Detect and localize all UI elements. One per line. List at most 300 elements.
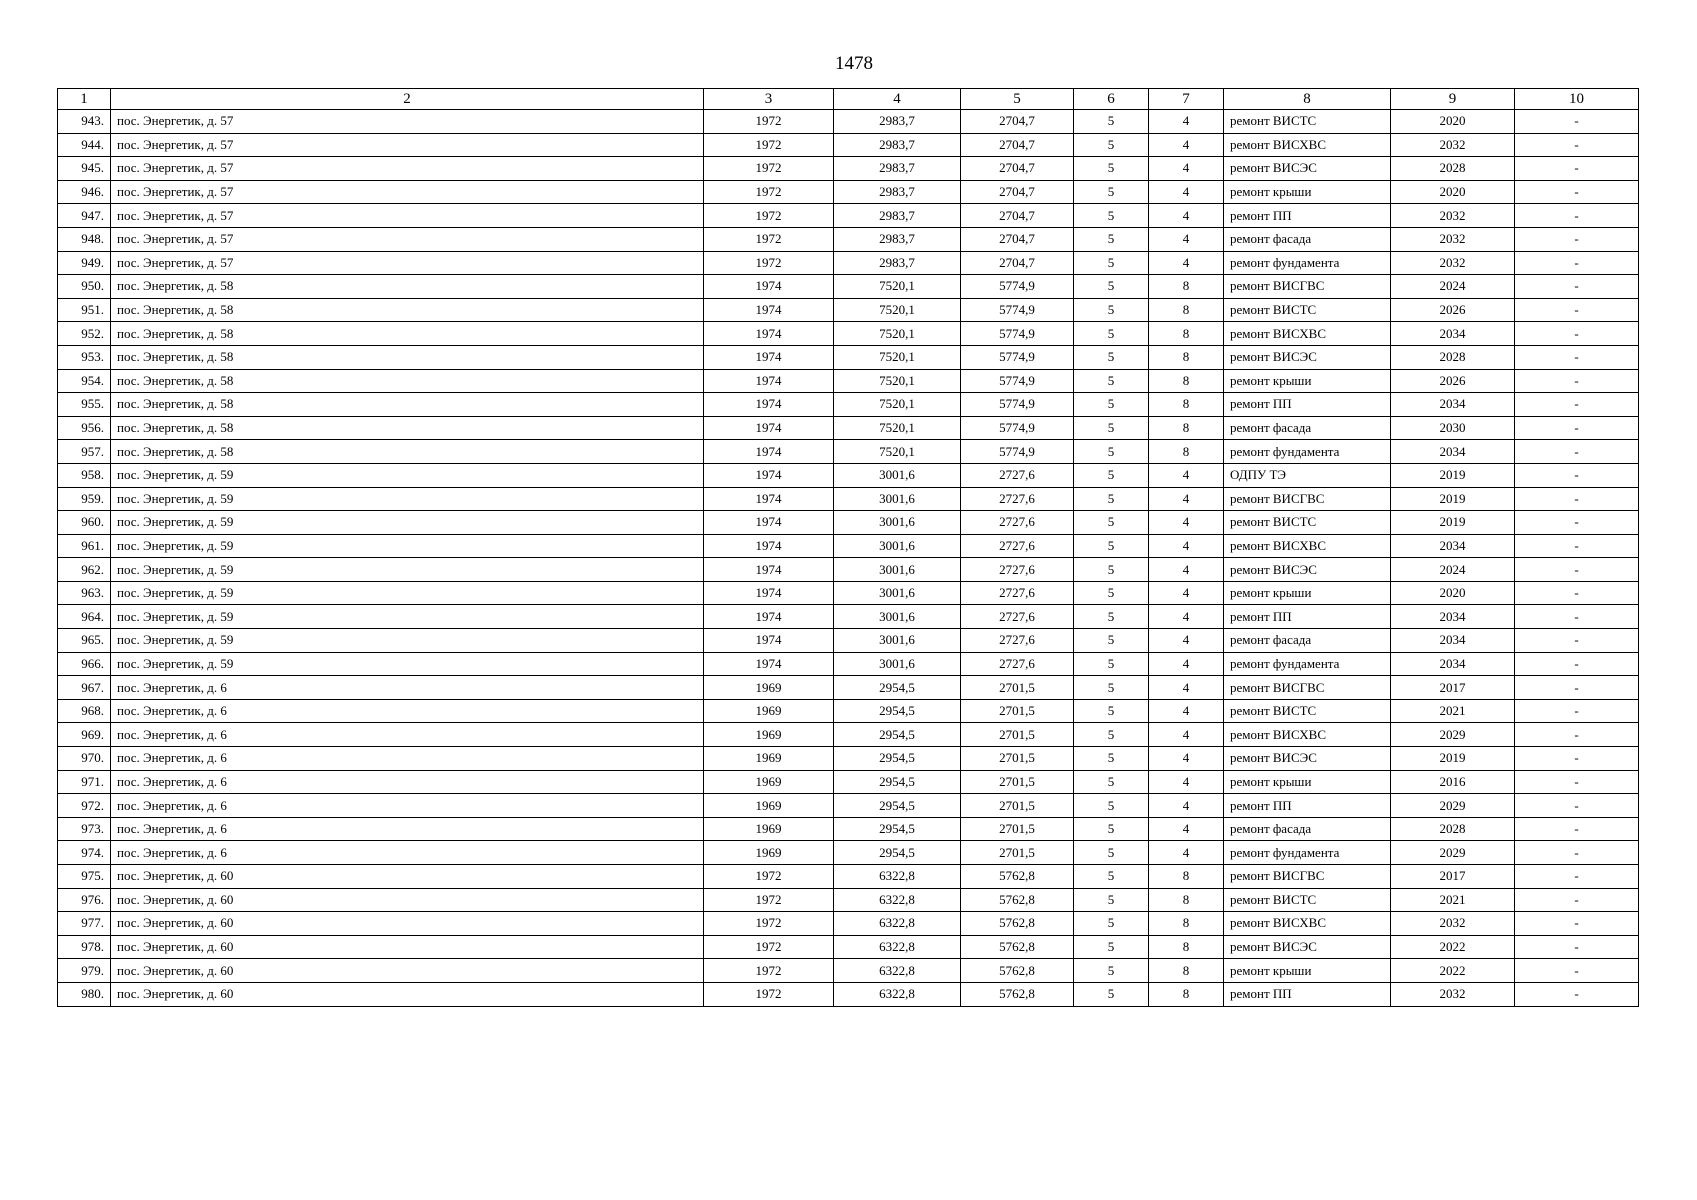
cell-floors: 5	[1074, 511, 1149, 535]
cell-floors: 5	[1074, 676, 1149, 700]
cell-work-type: ОДПУ ТЭ	[1224, 463, 1391, 487]
cell-address: пос. Энергетик, д. 60	[111, 888, 704, 912]
cell-entrances: 4	[1149, 534, 1224, 558]
cell-note: -	[1515, 345, 1639, 369]
table-row	[58, 440, 1639, 464]
cell-living-area: 5762,8	[961, 888, 1074, 912]
table-row	[58, 747, 1639, 771]
cell-planned-year: 2034	[1391, 629, 1515, 653]
cell-row-number: 949.	[58, 251, 111, 275]
table-row	[58, 511, 1639, 535]
cell-build-year: 1972	[704, 959, 834, 983]
cell-build-year: 1972	[704, 227, 834, 251]
cell-row-number: 980.	[58, 982, 111, 1006]
cell-address: пос. Энергетик, д. 58	[111, 440, 704, 464]
cell-floors: 5	[1074, 935, 1149, 959]
cell-entrances: 4	[1149, 511, 1224, 535]
cell-note: -	[1515, 723, 1639, 747]
column-header-9: 9	[1391, 89, 1515, 110]
cell-note: -	[1515, 581, 1639, 605]
cell-work-type: ремонт ПП	[1224, 794, 1391, 818]
cell-work-type: ремонт ВИСГВС	[1224, 275, 1391, 299]
cell-note: -	[1515, 817, 1639, 841]
cell-note: -	[1515, 841, 1639, 865]
column-header-2: 2	[111, 89, 704, 110]
cell-floors: 5	[1074, 322, 1149, 346]
cell-work-type: ремонт ВИСЭС	[1224, 747, 1391, 771]
cell-work-type: ремонт ВИСТС	[1224, 298, 1391, 322]
column-header-8: 8	[1224, 89, 1391, 110]
cell-floors: 5	[1074, 298, 1149, 322]
cell-note: -	[1515, 747, 1639, 771]
cell-entrances: 8	[1149, 440, 1224, 464]
cell-build-year: 1974	[704, 463, 834, 487]
cell-planned-year: 2020	[1391, 180, 1515, 204]
cell-entrances: 8	[1149, 393, 1224, 417]
cell-planned-year: 2020	[1391, 581, 1515, 605]
table-row	[58, 369, 1639, 393]
cell-planned-year: 2029	[1391, 841, 1515, 865]
cell-build-year: 1972	[704, 157, 834, 181]
cell-planned-year: 2022	[1391, 959, 1515, 983]
cell-address: пос. Энергетик, д. 58	[111, 322, 704, 346]
cell-address: пос. Энергетик, д. 57	[111, 180, 704, 204]
cell-row-number: 943.	[58, 110, 111, 134]
table-row	[58, 770, 1639, 794]
cell-work-type: ремонт фасада	[1224, 416, 1391, 440]
cell-entrances: 8	[1149, 912, 1224, 936]
cell-build-year: 1972	[704, 180, 834, 204]
cell-entrances: 8	[1149, 935, 1224, 959]
cell-work-type: ремонт фасада	[1224, 817, 1391, 841]
cell-build-year: 1974	[704, 558, 834, 582]
table-body	[58, 110, 1639, 1007]
cell-living-area: 2727,6	[961, 511, 1074, 535]
cell-planned-year: 2019	[1391, 463, 1515, 487]
cell-planned-year: 2029	[1391, 723, 1515, 747]
cell-note: -	[1515, 416, 1639, 440]
cell-total-area: 7520,1	[834, 275, 961, 299]
cell-build-year: 1974	[704, 345, 834, 369]
cell-work-type: ремонт ВИСГВС	[1224, 676, 1391, 700]
cell-address: пос. Энергетик, д. 6	[111, 676, 704, 700]
cell-build-year: 1972	[704, 888, 834, 912]
cell-planned-year: 2020	[1391, 110, 1515, 134]
cell-planned-year: 2034	[1391, 652, 1515, 676]
cell-living-area: 2701,5	[961, 747, 1074, 771]
cell-note: -	[1515, 959, 1639, 983]
cell-total-area: 6322,8	[834, 959, 961, 983]
cell-total-area: 6322,8	[834, 888, 961, 912]
cell-floors: 5	[1074, 723, 1149, 747]
cell-floors: 5	[1074, 393, 1149, 417]
cell-total-area: 3001,6	[834, 605, 961, 629]
cell-living-area: 5774,9	[961, 393, 1074, 417]
table-row	[58, 180, 1639, 204]
cell-living-area: 2727,6	[961, 605, 1074, 629]
table-row	[58, 204, 1639, 228]
cell-planned-year: 2034	[1391, 440, 1515, 464]
header-row	[58, 89, 1639, 110]
table-row	[58, 322, 1639, 346]
cell-floors: 5	[1074, 275, 1149, 299]
cell-work-type: ремонт крыши	[1224, 959, 1391, 983]
cell-build-year: 1972	[704, 865, 834, 889]
cell-build-year: 1969	[704, 770, 834, 794]
cell-row-number: 965.	[58, 629, 111, 653]
cell-total-area: 2983,7	[834, 251, 961, 275]
cell-build-year: 1969	[704, 699, 834, 723]
cell-living-area: 2727,6	[961, 487, 1074, 511]
cell-planned-year: 2032	[1391, 204, 1515, 228]
cell-build-year: 1974	[704, 322, 834, 346]
cell-row-number: 952.	[58, 322, 111, 346]
cell-living-area: 2704,7	[961, 251, 1074, 275]
cell-floors: 5	[1074, 558, 1149, 582]
cell-work-type: ремонт ВИСХВС	[1224, 912, 1391, 936]
cell-row-number: 974.	[58, 841, 111, 865]
cell-total-area: 3001,6	[834, 511, 961, 535]
table-row	[58, 699, 1639, 723]
cell-row-number: 973.	[58, 817, 111, 841]
cell-total-area: 3001,6	[834, 581, 961, 605]
table-row	[58, 298, 1639, 322]
cell-row-number: 957.	[58, 440, 111, 464]
cell-note: -	[1515, 888, 1639, 912]
table-row	[58, 794, 1639, 818]
cell-note: -	[1515, 511, 1639, 535]
cell-floors: 5	[1074, 463, 1149, 487]
cell-planned-year: 2028	[1391, 817, 1515, 841]
cell-work-type: ремонт ВИСХВС	[1224, 534, 1391, 558]
cell-living-area: 2704,7	[961, 180, 1074, 204]
cell-floors: 5	[1074, 133, 1149, 157]
cell-floors: 5	[1074, 770, 1149, 794]
cell-living-area: 2704,7	[961, 204, 1074, 228]
cell-build-year: 1969	[704, 841, 834, 865]
cell-note: -	[1515, 251, 1639, 275]
table-row	[58, 558, 1639, 582]
cell-work-type: ремонт ПП	[1224, 982, 1391, 1006]
table-row	[58, 935, 1639, 959]
table-row	[58, 157, 1639, 181]
cell-note: -	[1515, 393, 1639, 417]
cell-total-area: 7520,1	[834, 345, 961, 369]
table-row	[58, 605, 1639, 629]
cell-note: -	[1515, 487, 1639, 511]
column-header-3: 3	[704, 89, 834, 110]
cell-planned-year: 2024	[1391, 275, 1515, 299]
cell-living-area: 2701,5	[961, 841, 1074, 865]
cell-address: пос. Энергетик, д. 58	[111, 298, 704, 322]
cell-living-area: 2727,6	[961, 558, 1074, 582]
cell-entrances: 4	[1149, 629, 1224, 653]
cell-total-area: 2983,7	[834, 110, 961, 134]
cell-living-area: 5774,9	[961, 369, 1074, 393]
cell-entrances: 4	[1149, 605, 1224, 629]
cell-living-area: 5774,9	[961, 298, 1074, 322]
cell-note: -	[1515, 110, 1639, 134]
cell-build-year: 1972	[704, 204, 834, 228]
cell-total-area: 2983,7	[834, 180, 961, 204]
cell-planned-year: 2032	[1391, 133, 1515, 157]
cell-row-number: 963.	[58, 581, 111, 605]
cell-row-number: 978.	[58, 935, 111, 959]
table-row	[58, 581, 1639, 605]
cell-entrances: 8	[1149, 865, 1224, 889]
table-row	[58, 959, 1639, 983]
table-row	[58, 133, 1639, 157]
cell-total-area: 2954,5	[834, 770, 961, 794]
cell-work-type: ремонт ВИСЭС	[1224, 157, 1391, 181]
cell-total-area: 2954,5	[834, 817, 961, 841]
cell-floors: 5	[1074, 227, 1149, 251]
cell-total-area: 2954,5	[834, 841, 961, 865]
cell-planned-year: 2021	[1391, 888, 1515, 912]
cell-row-number: 964.	[58, 605, 111, 629]
cell-build-year: 1974	[704, 652, 834, 676]
table-row	[58, 629, 1639, 653]
cell-floors: 5	[1074, 180, 1149, 204]
cell-floors: 5	[1074, 959, 1149, 983]
cell-row-number: 959.	[58, 487, 111, 511]
cell-total-area: 2983,7	[834, 204, 961, 228]
cell-address: пос. Энергетик, д. 60	[111, 982, 704, 1006]
cell-work-type: ремонт ПП	[1224, 393, 1391, 417]
table-row	[58, 723, 1639, 747]
cell-row-number: 971.	[58, 770, 111, 794]
cell-work-type: ремонт ВИСХВС	[1224, 723, 1391, 747]
table-row	[58, 487, 1639, 511]
cell-planned-year: 2032	[1391, 251, 1515, 275]
cell-total-area: 2954,5	[834, 747, 961, 771]
cell-living-area: 5762,8	[961, 865, 1074, 889]
cell-address: пос. Энергетик, д. 58	[111, 393, 704, 417]
cell-entrances: 4	[1149, 204, 1224, 228]
cell-build-year: 1969	[704, 723, 834, 747]
cell-floors: 5	[1074, 369, 1149, 393]
cell-floors: 5	[1074, 534, 1149, 558]
cell-note: -	[1515, 369, 1639, 393]
cell-build-year: 1969	[704, 747, 834, 771]
cell-address: пос. Энергетик, д. 6	[111, 770, 704, 794]
cell-total-area: 7520,1	[834, 416, 961, 440]
cell-note: -	[1515, 204, 1639, 228]
cell-row-number: 968.	[58, 699, 111, 723]
cell-work-type: ремонт крыши	[1224, 180, 1391, 204]
column-header-7: 7	[1149, 89, 1224, 110]
cell-entrances: 8	[1149, 369, 1224, 393]
cell-planned-year: 2034	[1391, 534, 1515, 558]
cell-living-area: 5774,9	[961, 345, 1074, 369]
table-row	[58, 888, 1639, 912]
cell-work-type: ремонт ВИСЭС	[1224, 345, 1391, 369]
cell-entrances: 8	[1149, 959, 1224, 983]
cell-row-number: 945.	[58, 157, 111, 181]
cell-entrances: 8	[1149, 322, 1224, 346]
cell-address: пос. Энергетик, д. 60	[111, 959, 704, 983]
cell-living-area: 2727,6	[961, 534, 1074, 558]
cell-planned-year: 2019	[1391, 747, 1515, 771]
cell-row-number: 955.	[58, 393, 111, 417]
cell-row-number: 956.	[58, 416, 111, 440]
table-row	[58, 251, 1639, 275]
cell-address: пос. Энергетик, д. 59	[111, 558, 704, 582]
cell-row-number: 975.	[58, 865, 111, 889]
cell-floors: 5	[1074, 345, 1149, 369]
cell-address: пос. Энергетик, д. 59	[111, 605, 704, 629]
cell-living-area: 2727,6	[961, 652, 1074, 676]
cell-build-year: 1974	[704, 298, 834, 322]
cell-living-area: 5774,9	[961, 275, 1074, 299]
cell-work-type: ремонт ВИСХВС	[1224, 133, 1391, 157]
cell-living-area: 5774,9	[961, 416, 1074, 440]
cell-entrances: 4	[1149, 581, 1224, 605]
cell-work-type: ремонт фундамента	[1224, 251, 1391, 275]
cell-address: пос. Энергетик, д. 60	[111, 935, 704, 959]
cell-note: -	[1515, 982, 1639, 1006]
cell-floors: 5	[1074, 888, 1149, 912]
cell-address: пос. Энергетик, д. 59	[111, 487, 704, 511]
cell-total-area: 2983,7	[834, 227, 961, 251]
cell-build-year: 1972	[704, 133, 834, 157]
cell-floors: 5	[1074, 865, 1149, 889]
cell-planned-year: 2032	[1391, 982, 1515, 1006]
cell-build-year: 1974	[704, 369, 834, 393]
cell-note: -	[1515, 534, 1639, 558]
cell-floors: 5	[1074, 841, 1149, 865]
cell-floors: 5	[1074, 251, 1149, 275]
table-row	[58, 393, 1639, 417]
cell-planned-year: 2024	[1391, 558, 1515, 582]
cell-note: -	[1515, 605, 1639, 629]
cell-entrances: 4	[1149, 699, 1224, 723]
cell-address: пос. Энергетик, д. 57	[111, 157, 704, 181]
cell-planned-year: 2022	[1391, 935, 1515, 959]
cell-entrances: 4	[1149, 770, 1224, 794]
cell-total-area: 3001,6	[834, 534, 961, 558]
cell-work-type: ремонт ВИСХВС	[1224, 322, 1391, 346]
table-row	[58, 865, 1639, 889]
cell-note: -	[1515, 794, 1639, 818]
column-header-5: 5	[961, 89, 1074, 110]
cell-planned-year: 2026	[1391, 369, 1515, 393]
cell-entrances: 4	[1149, 133, 1224, 157]
cell-work-type: ремонт ПП	[1224, 204, 1391, 228]
cell-address: пос. Энергетик, д. 57	[111, 251, 704, 275]
cell-entrances: 4	[1149, 251, 1224, 275]
cell-total-area: 3001,6	[834, 558, 961, 582]
cell-entrances: 4	[1149, 110, 1224, 134]
column-header-10: 10	[1515, 89, 1639, 110]
cell-floors: 5	[1074, 629, 1149, 653]
cell-build-year: 1972	[704, 982, 834, 1006]
cell-row-number: 946.	[58, 180, 111, 204]
cell-build-year: 1974	[704, 581, 834, 605]
cell-planned-year: 2034	[1391, 393, 1515, 417]
cell-work-type: ремонт фундамента	[1224, 841, 1391, 865]
cell-total-area: 2954,5	[834, 676, 961, 700]
cell-total-area: 7520,1	[834, 393, 961, 417]
cell-row-number: 948.	[58, 227, 111, 251]
cell-floors: 5	[1074, 157, 1149, 181]
cell-work-type: ремонт ВИСТС	[1224, 699, 1391, 723]
cell-note: -	[1515, 629, 1639, 653]
table-row	[58, 817, 1639, 841]
cell-note: -	[1515, 180, 1639, 204]
cell-floors: 5	[1074, 794, 1149, 818]
cell-living-area: 2727,6	[961, 581, 1074, 605]
cell-row-number: 953.	[58, 345, 111, 369]
cell-total-area: 7520,1	[834, 322, 961, 346]
cell-planned-year: 2032	[1391, 227, 1515, 251]
cell-row-number: 979.	[58, 959, 111, 983]
cell-note: -	[1515, 912, 1639, 936]
cell-floors: 5	[1074, 204, 1149, 228]
cell-entrances: 4	[1149, 841, 1224, 865]
cell-floors: 5	[1074, 416, 1149, 440]
cell-entrances: 8	[1149, 298, 1224, 322]
table-row	[58, 416, 1639, 440]
cell-address: пос. Энергетик, д. 57	[111, 227, 704, 251]
cell-build-year: 1972	[704, 251, 834, 275]
cell-planned-year: 2028	[1391, 157, 1515, 181]
cell-total-area: 3001,6	[834, 629, 961, 653]
cell-entrances: 4	[1149, 227, 1224, 251]
cell-total-area: 2954,5	[834, 794, 961, 818]
cell-note: -	[1515, 770, 1639, 794]
cell-entrances: 4	[1149, 794, 1224, 818]
cell-row-number: 976.	[58, 888, 111, 912]
cell-living-area: 2704,7	[961, 227, 1074, 251]
cell-planned-year: 2019	[1391, 511, 1515, 535]
cell-entrances: 8	[1149, 416, 1224, 440]
cell-entrances: 4	[1149, 157, 1224, 181]
cell-note: -	[1515, 322, 1639, 346]
cell-entrances: 4	[1149, 487, 1224, 511]
cell-note: -	[1515, 227, 1639, 251]
cell-build-year: 1974	[704, 511, 834, 535]
cell-floors: 5	[1074, 982, 1149, 1006]
cell-row-number: 954.	[58, 369, 111, 393]
cell-total-area: 6322,8	[834, 935, 961, 959]
cell-total-area: 7520,1	[834, 369, 961, 393]
cell-build-year: 1972	[704, 912, 834, 936]
column-header-1: 1	[58, 89, 111, 110]
table-row	[58, 227, 1639, 251]
cell-build-year: 1974	[704, 487, 834, 511]
cell-note: -	[1515, 652, 1639, 676]
cell-address: пос. Энергетик, д. 6	[111, 723, 704, 747]
cell-floors: 5	[1074, 487, 1149, 511]
cell-entrances: 4	[1149, 558, 1224, 582]
cell-living-area: 2701,5	[961, 794, 1074, 818]
cell-total-area: 6322,8	[834, 982, 961, 1006]
cell-living-area: 2701,5	[961, 676, 1074, 700]
cell-row-number: 972.	[58, 794, 111, 818]
cell-work-type: ремонт ВИСЭС	[1224, 558, 1391, 582]
cell-living-area: 5762,8	[961, 935, 1074, 959]
cell-total-area: 2954,5	[834, 723, 961, 747]
cell-entrances: 4	[1149, 747, 1224, 771]
cell-build-year: 1974	[704, 275, 834, 299]
table-row	[58, 275, 1639, 299]
cell-address: пос. Энергетик, д. 60	[111, 865, 704, 889]
cell-note: -	[1515, 133, 1639, 157]
cell-floors: 5	[1074, 605, 1149, 629]
cell-row-number: 958.	[58, 463, 111, 487]
cell-planned-year: 2026	[1391, 298, 1515, 322]
